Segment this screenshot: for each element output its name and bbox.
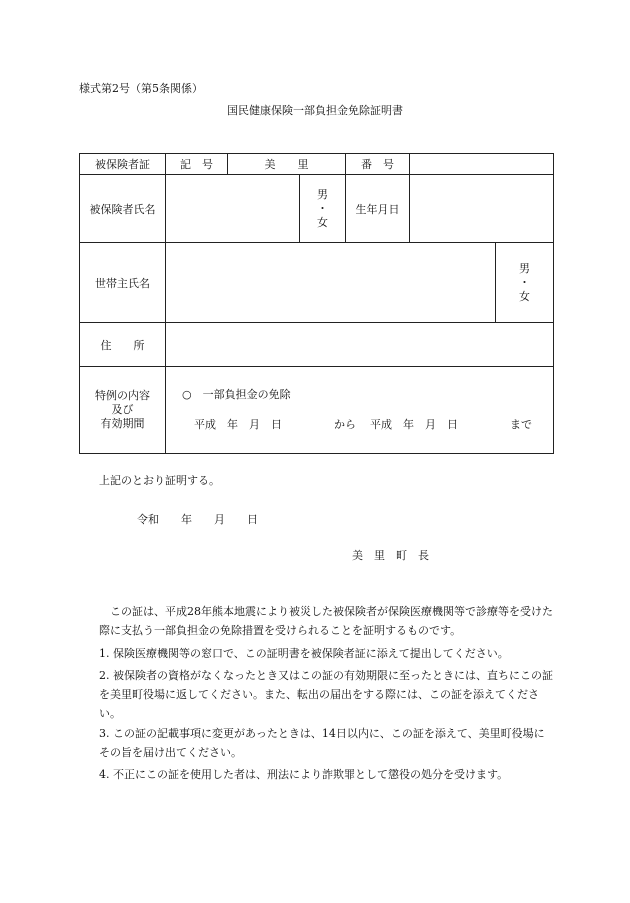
male-label: 男 xyxy=(519,261,530,275)
birthdate-label: 生年月日 xyxy=(346,175,410,243)
insured-name-value[interactable] xyxy=(166,175,300,243)
insured-gender xyxy=(300,175,346,243)
period-start[interactable]: 平成 年 月 日 xyxy=(194,418,282,431)
insured-name-label: 被保険者氏名 xyxy=(80,175,166,243)
special-content-label xyxy=(80,367,166,454)
male-label: 男 xyxy=(317,187,328,201)
note-item-3: 3. この証の記載事項に変更があったときは、14日以内に、この証を添えて、美里町役場にその旨を届け出てください。 xyxy=(99,727,545,759)
gender-dot: ・ xyxy=(317,201,328,215)
note-item-4: 4. 不正にこの証を使用した者は、刑法により詐欺罪として懲役の処分を受けます。 xyxy=(99,768,509,781)
note-item-1: 1. 保険医療機関等の窓口で、この証明書を被保険者証に添えて提出してください。 xyxy=(99,647,509,660)
notes-intro: この証は、平成28年熊本地震により被災した被保険者が保険医療機関等で診療等を受けた際に支払う一部負担金の免除措置を受けられることを証明するものです。 xyxy=(99,605,553,637)
special-content-line: 有効期間 xyxy=(100,417,145,430)
exemption-text: ○ 一部負担金の免除 xyxy=(182,388,291,401)
number-value[interactable] xyxy=(410,154,554,175)
document-title: 国民健康保険一部負担金免除証明書 xyxy=(227,104,403,117)
special-content-line: 特例の内容 xyxy=(95,389,150,402)
insured-card-label: 被保険者証 xyxy=(80,154,166,175)
special-content-line: 及び xyxy=(111,403,134,416)
row-insured-name xyxy=(80,175,554,243)
householder-label: 世帯主氏名 xyxy=(80,243,166,323)
row-insured-card xyxy=(80,154,554,175)
row-householder xyxy=(80,243,554,323)
period-from: から xyxy=(334,418,356,431)
householder-gender xyxy=(496,243,554,323)
period-end[interactable]: 平成 年 月 日 xyxy=(370,418,458,431)
symbol-label: 記 号 xyxy=(166,154,228,175)
gender-dot: ・ xyxy=(519,275,530,289)
number-label: 番 号 xyxy=(346,154,410,175)
certificate-table xyxy=(79,153,554,454)
certification-date[interactable]: 令和 年 月 日 xyxy=(137,513,258,526)
row-address xyxy=(80,323,554,367)
birthdate-value[interactable] xyxy=(410,175,554,243)
issuer-name: 美 里 町 長 xyxy=(352,549,429,562)
female-label: 女 xyxy=(317,215,328,229)
note-item-2: 2. 被保険者の資格がなくなったとき又はこの証の有効期限に至ったときには、直ちにこの証を美里町役場に返してください。また、転出の届出をする際には、この証を添えてください。 xyxy=(99,669,553,720)
symbol-value: 美 里 xyxy=(228,154,346,175)
form-number: 様式第2号（第5条関係） xyxy=(79,82,203,95)
certification-statement: 上記のとおり証明する。 xyxy=(99,474,220,487)
householder-value[interactable] xyxy=(166,243,496,323)
female-label: 女 xyxy=(519,289,530,303)
period-until: まで xyxy=(510,418,532,431)
address-value[interactable] xyxy=(166,323,554,367)
row-special-content xyxy=(80,367,554,454)
address-label: 住 所 xyxy=(80,323,166,367)
special-content-value xyxy=(166,367,554,454)
